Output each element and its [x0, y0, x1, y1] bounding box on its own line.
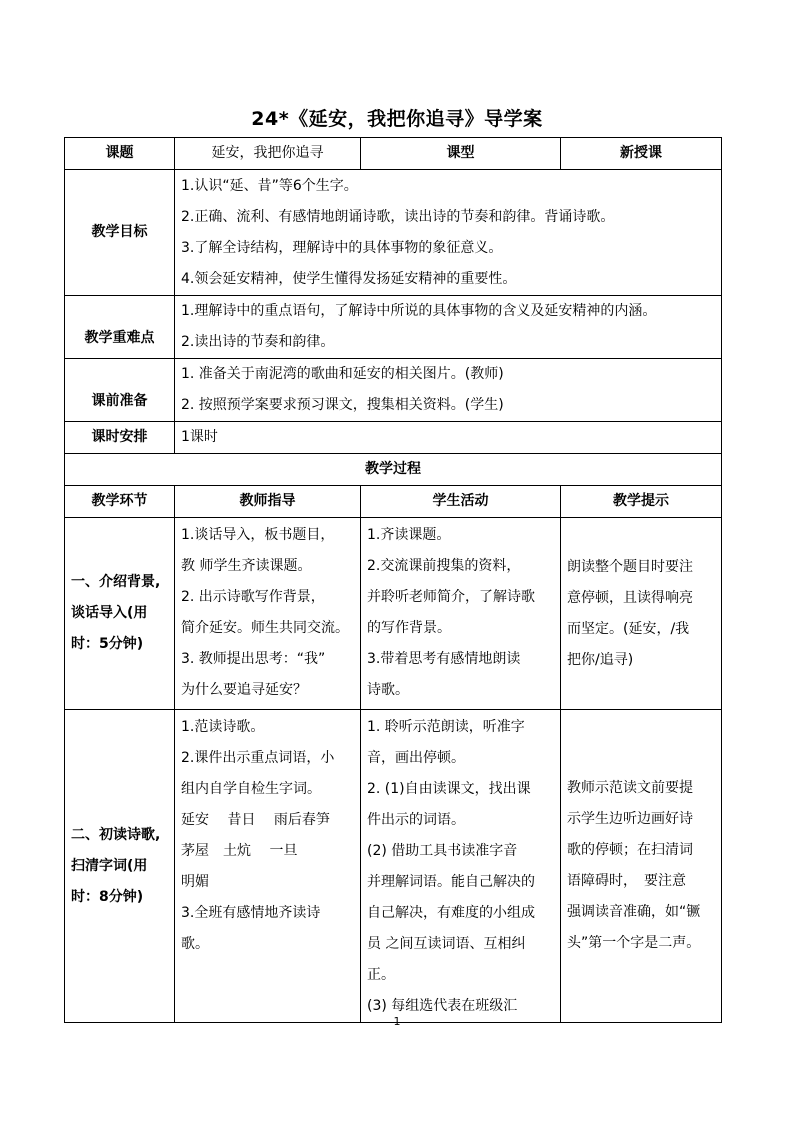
stage-line: 一、介绍背景,	[71, 574, 161, 590]
key-points-row	[65, 296, 722, 359]
schedule-label: 课时安排	[65, 422, 175, 454]
stage-line: 时：8分钟)	[71, 888, 144, 905]
schedule-value: 1课时	[175, 422, 722, 454]
column-header-tips: 教学提示	[561, 486, 722, 518]
process-heading: 教学过程	[65, 454, 722, 486]
student-line: 并聆听老师简介，了解诗歌	[367, 589, 535, 605]
objectives-content	[175, 170, 722, 296]
teacher-line: 明媚	[181, 874, 209, 890]
tips-line: 意停顿，且读得响亮	[567, 589, 693, 606]
tips-line: 而坚定。(延安，/我	[567, 620, 690, 637]
student-line: 1.齐读课题。	[367, 527, 451, 543]
preparation-content	[175, 359, 722, 422]
column-header-teacher: 教师指导	[175, 486, 361, 518]
tips-line: 示学生边听边画好诗	[567, 811, 693, 827]
process-row-2	[65, 710, 722, 1023]
teacher-line: 组内自学自检生字词。	[181, 781, 321, 797]
key-point-item: 1.理解诗中的重点语句，了解诗中所说的具体事物的含义及延安精神的内涵。	[181, 303, 657, 319]
teacher-line: 3. 教师提出思考：“我”	[181, 651, 326, 667]
student-line: 员 之间互读词语、互相纠	[367, 936, 526, 952]
teacher-line: 教 师学生齐读课题。	[181, 558, 312, 574]
student-line: 正。	[367, 967, 395, 983]
teacher-line: 茅屋 土炕 一旦	[181, 843, 298, 859]
teacher-line: 为什么要追寻延安？	[181, 682, 307, 698]
topic-value: 延安，我把你追寻	[175, 138, 361, 170]
header-row	[65, 138, 722, 170]
preparation-row	[65, 359, 722, 422]
teaching-tips-cell	[561, 518, 722, 710]
student-line: 3.带着思考有感情地朗读	[367, 651, 521, 667]
schedule-row	[65, 422, 722, 454]
student-activity-cell	[361, 710, 561, 1023]
tips-line: 把你/追寻)	[567, 651, 634, 668]
teacher-guidance-cell	[175, 710, 361, 1023]
preparation-label: 课前准备	[65, 359, 175, 422]
teacher-line: 延安 昔日 雨后春笋	[181, 812, 330, 828]
objective-item: 3.了解全诗结构，理解诗中的具体事物的象征意义。	[181, 239, 503, 256]
type-label: 课型	[361, 138, 561, 170]
teacher-line: 2.课件出示重点词语，小	[181, 750, 335, 766]
stage-cell	[65, 710, 175, 1023]
type-value: 新授课	[561, 138, 722, 170]
lesson-plan-table	[64, 137, 722, 1023]
tips-line: 头”第一个字是二声。	[567, 935, 701, 951]
tips-line: 教师示范读文前要提	[567, 780, 693, 796]
student-line: 自己解决，有难度的小组成	[367, 905, 535, 921]
student-line: 件出示的词语。	[367, 812, 465, 828]
student-line: (2) 借助工具书读准字音	[367, 843, 518, 859]
objective-item: 2.正确、流利、有感情地朗诵诗歌，读出诗的节奏和韵律。背诵诗歌。	[181, 208, 615, 225]
key-points-content	[175, 296, 722, 359]
student-line: 诗歌。	[367, 682, 409, 698]
process-row-1	[65, 518, 722, 710]
teacher-line: 3.全班有感情地齐读诗	[181, 905, 321, 921]
column-header-stage: 教学环节	[65, 486, 175, 518]
teacher-line: 2. 出示诗歌写作背景，	[181, 589, 325, 605]
key-points-label: 教学重难点	[65, 296, 175, 359]
column-header-student: 学生活动	[361, 486, 561, 518]
page-number: 1	[393, 1015, 401, 1028]
preparation-item: 2. 按照预学案要求预习课文，搜集相关资料。(学生)	[181, 397, 504, 413]
topic-label: 课题	[65, 138, 175, 170]
student-line: 1. 聆听示范朗读，听准字	[367, 719, 525, 735]
process-heading-row	[65, 454, 722, 486]
tips-line: 歌的停顿；在扫清词	[567, 842, 693, 858]
document-title: 24*《延安，我把你追寻》导学案	[251, 108, 543, 130]
stage-line: 谈话导入(用	[71, 605, 148, 621]
stage-line: 时：5分钟)	[71, 636, 144, 652]
preparation-item: 1. 准备关于南泥湾的歌曲和延安的相关图片。(教师)	[181, 366, 504, 382]
objective-item: 4.领会延安精神，使学生懂得发扬延安精神的重要性。	[181, 270, 517, 287]
teacher-line: 1.谈话导入，板书题目，	[181, 527, 335, 543]
student-activity-cell	[361, 518, 561, 710]
stage-line: 扫清字词(用	[71, 857, 148, 874]
stage-line: 二、初读诗歌,	[71, 826, 161, 843]
student-line: 2.交流课前搜集的资料，	[367, 558, 521, 574]
teacher-guidance-cell	[175, 518, 361, 710]
student-line: 并理解词语。能自己解决的	[367, 874, 535, 890]
teacher-line: 1.范读诗歌。	[181, 719, 265, 735]
stage-cell	[65, 518, 175, 710]
teaching-tips-cell	[561, 710, 722, 1023]
student-line: 音，画出停顿。	[367, 750, 465, 766]
tips-line: 语障碍时， 要注意	[567, 873, 686, 889]
objectives-label: 教学目标	[65, 170, 175, 296]
student-line: 2. (1)自由读课文，找出课	[367, 781, 531, 797]
objectives-row	[65, 170, 722, 296]
teacher-line: 歌。	[181, 936, 209, 952]
teacher-line: 简介延安。师生共同交流。	[181, 620, 349, 636]
tips-line: 朗读整个题目时要注	[567, 558, 693, 575]
student-line: (3) 每组选代表在班级汇	[367, 998, 518, 1014]
student-line: 的写作背景。	[367, 620, 451, 636]
tips-line: 强调读音准确，如“镢	[567, 904, 701, 920]
objective-item: 1.认识“延、昔”等6个生字。	[181, 177, 358, 194]
key-point-item: 2.读出诗的节奏和韵律。	[181, 334, 335, 350]
process-columns-row	[65, 486, 722, 518]
